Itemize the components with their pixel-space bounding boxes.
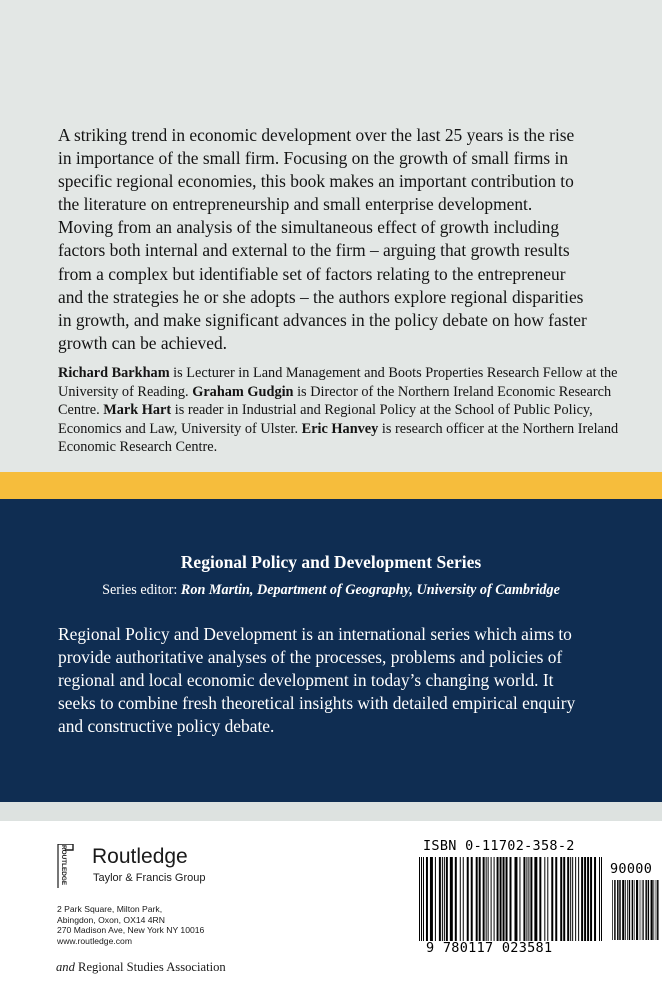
author-bio: is Director of the Northern Ireland Economic Research Centre. [58,383,612,419]
logo-vertical-text: ROUTLEDGE [60,845,67,886]
author-name: Mark Hart [103,402,172,419]
barcode-bar [423,857,424,941]
barcode-bar [534,857,537,941]
barcode-bar [467,857,469,941]
barcode-bar [471,857,473,941]
barcode-bar [497,857,499,941]
barcode-bar [648,880,649,940]
barcode-bar [506,857,508,941]
barcode-bar [435,857,436,941]
barcode-bar [627,880,628,940]
barcode-bar [455,857,457,941]
author-bios [58,364,638,457]
barcode-bar [640,880,641,940]
barcode-bar [483,857,485,941]
barcode-bar [519,857,520,941]
isbn-barcode [419,838,662,960]
barcode-bar [617,880,618,940]
barcode-bar [651,880,653,940]
barcode-bar [530,857,532,941]
barcode-bar [526,857,527,941]
top-panel [0,0,662,472]
barcode-bar [442,857,443,941]
barcode-bar [430,857,433,941]
barcode-bar [622,880,624,940]
address-line: 270 Madison Ave, New York NY 10016 [57,925,205,936]
barcode-bar [419,857,420,941]
barcode-bar [476,857,478,941]
barcode-bar [539,857,541,941]
barcode-bar [555,857,557,941]
barcode-bar [544,857,545,941]
barcode-bar [632,880,633,940]
barcode-bar [653,880,654,940]
barcode-bar [634,880,635,940]
isbn-label: ISBN 0-11702-358-2 [423,838,575,854]
author-bio: is Lecturer in Land Management and Boots Properties Research Fellow at the University of Reading. [58,365,618,400]
series-title: Regional Policy and Development Series [180,552,482,572]
barcode-bar [563,857,565,941]
barcode-bar [601,857,602,941]
barcode-bar [491,857,492,941]
co-publisher [56,960,226,975]
barcode-bar [463,857,464,941]
light-divider-strip [0,802,662,821]
address-line: 2 Park Square, Milton Park, [57,904,163,914]
author-bio: is research officer at the Northern Ireland Economic Research Centre. [58,420,619,456]
barcode-bar [500,857,502,941]
barcode-bar [612,880,613,940]
barcode-bar [523,857,525,941]
ean-digits: 9 780117 023581 [426,940,553,956]
series-editor [0,582,662,599]
book-blurb: A striking trend in economic development over the last 25 years is the rise in importance of the small firm. Focusing on the growth of small firms in specific regional economies, this book makes an important contribution to the literature on entrepreneurship and small enterprise development. Moving from an analysis of the simultaneous effect of growth including factors both internal and external to the firm – arguing that growth results from a complex but identifiable set of factors relating to the entrepreneur and the strategies he or she adopts – the authors explore regional disparities in growth, and make significant advances in the policy debate on how faster growth can be achieved. [58,125,587,353]
barcode-bar [503,857,505,941]
publisher-name: Routledge [92,845,188,868]
barcode-bar [547,857,548,941]
barcode-bar [426,857,428,941]
ean-barcode-bars [419,857,605,941]
barcode-bar [599,857,600,941]
series-editor-label: Series editor: [102,582,181,598]
barcode-bar [587,857,589,941]
barcode-bar [636,880,638,940]
barcode-bar [614,880,615,940]
barcode-bar [590,857,592,941]
barcode-bar [510,857,512,941]
barcode-bar [578,857,579,941]
barcode-bar [567,857,569,941]
co-publisher-prefix: and [56,960,75,974]
co-publisher-name: Regional Studies Association [74,960,226,974]
author-name: Graham Gudgin [192,383,294,400]
addon-barcode-bars [612,880,662,940]
barcode-bar [479,857,481,941]
publisher-panel [0,821,662,993]
barcode-bar [421,857,422,941]
barcode-bar [581,857,583,941]
barcode-bar [494,857,495,941]
author-name: Richard Barkham [58,365,170,381]
barcode-bar [551,857,553,941]
barcode-bar [560,857,562,941]
barcode-bar [570,857,571,941]
barcode-bar [572,857,573,941]
series-panel [0,499,662,802]
barcode-bar [514,857,517,941]
barcode-bar [575,857,576,941]
barcode-bar [656,880,657,940]
barcode-bar [528,857,529,941]
barcode-bar [460,857,461,941]
routledge-logo-icon [56,844,76,888]
barcode-bar [619,880,620,940]
publisher-website: www.routledge.com [57,935,132,946]
price-addon-digits: 90000 [610,861,653,877]
barcode-bar [486,857,487,941]
author-name: Eric Hanvey [301,420,379,437]
barcode-bar [625,880,626,940]
barcode-bar [643,880,644,940]
barcode-bar [488,857,489,941]
barcode-bar [439,857,441,941]
barcode-bar [444,857,445,941]
barcode-bar [645,880,646,940]
address-line: Abingdon, Oxon, OX14 4RN [57,914,165,925]
barcode-bar [450,857,453,941]
barcode-bar [657,880,658,940]
barcode-bar [642,880,643,940]
barcode-bar [446,857,448,941]
series-editor-name: Ron Martin, Department of Geography, University of Cambridge [180,582,560,598]
barcode-bar [629,880,630,940]
publisher-group: Taylor & Francis Group [93,872,206,884]
barcode-bar [584,857,586,941]
series-description: Regional Policy and Development is an international series which aims to provide authoritative analyses of the processes, problems and policies of regional and local economic development in today’s changing world. It seeks to combine fresh theoretical insights with detailed empirical enquiry and constructive policy debate. [58,624,576,737]
author-bio: is reader in Industrial and Regional Policy at the School of Public Policy, Economics and Law, University of Ulster. [58,402,593,437]
publisher-address [57,904,204,946]
barcode-bar [594,857,596,941]
gold-divider-band [0,472,662,499]
